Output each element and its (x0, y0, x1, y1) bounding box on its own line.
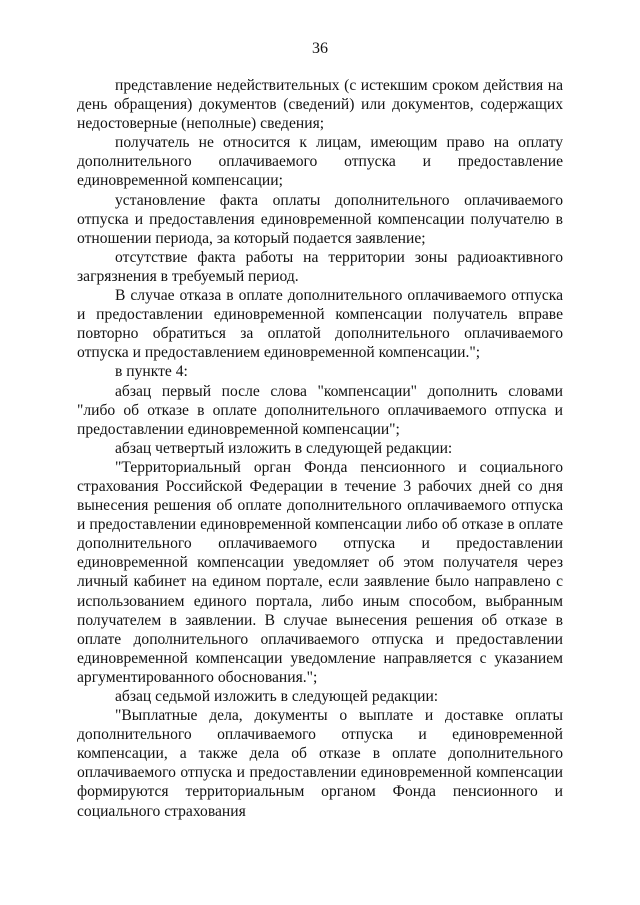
paragraph-seventh-abzac-text: "Выплатные дела, документы о выплате и доставке оплаты дополнительного оплачиваемого отпуска и единовременной компенсации, а также дела об отказе в оплате дополнительного оплачиваемого отпуска и предоставлении единовременной компенсации формируются территориальным органом Фонда пенсионного и социального страхования (77, 707, 563, 820)
paragraph-first-abzac-amendment: абзац первый после слова "компенсации" дополнить словами "либо об отказе в оплате дополнительного оплачиваемого отпуска и предоставлении единовременной компенсации"; (77, 382, 563, 438)
page-number: 36 (312, 40, 328, 57)
paragraph-fourth-abzac-text: "Территориальный орган Фонда пенсионного и социального страхования Российской Федерации в течение 3 рабочих дней со дня вынесения решения об оплате дополнительного оплачиваемого отпуска и предоставлении единовременной компенсации либо об отказе в оплате дополнительного оплачиваемого отпуска и предоставлении единовременной компенсации уведомляет об этом получателя через личный кабинет на едином портале, если заявление было направлено с использованием единого портала, либо иным способом, выбранным получателем в заявлении. В случае вынесения решения об отказе в оплате дополнительного оплачиваемого отпуска и предоставлении единовременной компенсации уведомление направляется с указанием аргументированного обоснования."; (77, 458, 563, 686)
paragraph-invalid-documents: представление недействительных (с истекшим сроком действия на день обращения) документов (сведений) или документов, содержащих недостоверные (неполные) сведения; (77, 77, 563, 133)
paragraph-reapplication-right: В случае отказа в оплате дополнительного оплачиваемого отпуска и предоставлении единовременной компенсации получатель вправе повторно обратиться за оплатой дополнительного оплачиваемого отпуска и предоставлением единовременной компенсации."; (77, 287, 563, 362)
paragraph-recipient-not-eligible: получатель не относится к лицам, имеющим право на оплату дополнительного оплачиваемого отпуска и предоставление единовременной компенсации; (77, 134, 563, 190)
paragraph-seventh-abzac-intro: абзац седьмой изложить в следующей редакции: (115, 688, 439, 705)
paragraph-no-work-in-zone: отсутствие факта работы на территории зоны радиоактивного загрязнения в требуемый период. (77, 248, 563, 285)
paragraph-point-4: в пункте 4: (115, 363, 188, 381)
paragraph-fourth-abzac-intro: абзац четвертый изложить в следующей редакции: (115, 439, 453, 457)
paragraph-payment-already-made: установление факта оплаты дополнительного оплачиваемого отпуска и предоставления единовременной компенсации получателю в отношении периода, за который подается заявление; (77, 191, 563, 247)
document-body (77, 76, 563, 821)
